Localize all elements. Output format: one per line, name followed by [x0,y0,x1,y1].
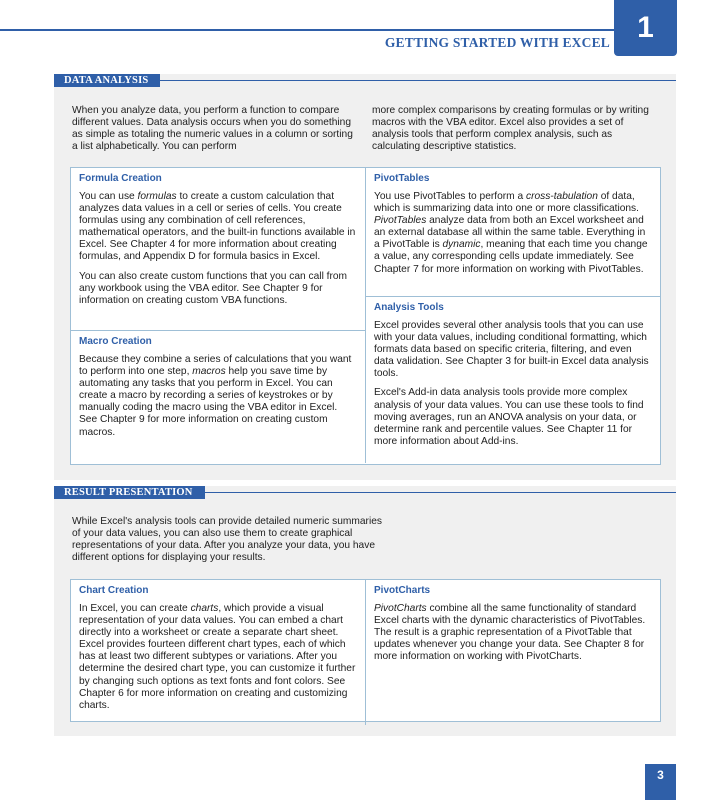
formula-creation-paragraph-1: You can use formulas to create a custom calculation that analyzes data values in a cell or series of cells. You create formulas using any combination of cell references, mathematical operators, and the built-in functions available in Excel. See Chapter 4 for more information about creating formulas, and Appendix D for formula basics in Excel. [79,191,356,263]
chapter-number-tab: 1 [614,0,677,56]
pivotcharts-title: PivotCharts [374,585,431,596]
pivottables-box [366,168,660,297]
formula-creation-paragraph-2: You can also create custom functions that you can call from any workbook using the VBA editor. See Chapter 9 for information on creating custom VBA functions. [79,270,348,306]
macro-creation-box [71,331,366,463]
macro-creation-title: Macro Creation [79,336,152,347]
analysis-tools-box [366,297,660,463]
pivotcharts-box [366,580,660,725]
data-analysis-grid [70,167,661,465]
analysis-tools-paragraph-1: Excel provides several other analysis tools that you can use with your data values, including conditional formatting, which formats data based on specific criteria, filtering, and even data validation. See Chapter 3 for built-in Excel data analysis tools. [374,320,649,380]
analysis-tools-title: Analysis Tools [374,302,444,313]
header-rule [0,29,618,31]
chart-creation-paragraph: In Excel, you can create charts, which provide a visual representation of your data values. You can embed a chart directly into a worksheet or create a separate chart sheet. Excel provides fourteen different chart types, each of which has at least two different subtypes or variations. After you determine the desired chart type, you can customize it further by changing such options as text fonts and font colors. See Chapter 6 for more information on creating and customizing charts. [79,603,356,711]
intro-left-column: When you analyze data, you perform a function to compare different values. Data analysis occurs when you do something as simple as totaling the numeric values in a column or sorting a list alphabetically. You can perform [72,105,353,153]
intro-right-column: more complex comparisons by creating formulas or by writing macros with the VBA editor. Excel also provides a set of analysis tools that perform complex analysis, such as calculating descriptive statistics. [372,105,649,153]
section-label-data-analysis: DATA ANALYSIS [54,74,160,87]
section-label-result-presentation: RESULT PRESENTATION [54,486,205,499]
chart-creation-title: Chart Creation [79,585,149,596]
result-presentation-section [54,486,676,736]
formula-creation-box [71,168,366,331]
data-analysis-section [54,74,676,480]
result-presentation-intro: While Excel's analysis tools can provide detailed numeric summaries of your data values, you can also use them to create graphical representations of your data. After you analyze your data, you have different options for displaying your results. [72,516,382,564]
result-presentation-grid [70,579,661,722]
running-title: GETTING STARTED WITH EXCEL [384,35,610,50]
pivottables-title: PivotTables [374,173,430,184]
formula-creation-title: Formula Creation [79,173,162,184]
page-number: 3 [645,764,676,800]
analysis-tools-paragraph-2: Excel's Add-in data analysis tools provide more complex analysis of your data values. You can use these tools to find moving averages, run an ANOVA analysis on your data, or determine rank and percentile values. See Chapter 11 for more information about Add-ins. [374,387,644,447]
pivottables-paragraph: You use PivotTables to perform a cross-tabulation of data, which is summarizing data into one or more classifications. PivotTables analyze data from both an Excel worksheet and an external database all within the same table. Everything in a PivotTable is dynamic, meaning that each time you change a value, any corresponding cells update immediately. See Chapter 7 for more information on working with PivotTables. [374,191,648,275]
macro-creation-paragraph: Because they combine a series of calculations that you want to perform into one step, macros help you save time by automating any tasks that you perform in Excel. You can create a macro by recording a series of keystrokes or by manually coding the macro using the VBA editor in Excel. See Chapter 9 for more information on creating custom macros. [79,354,352,438]
chart-creation-box [71,580,366,725]
pivotcharts-paragraph: PivotCharts combine all the same functionality of standard Excel charts with the dynamic characteristics of PivotTables. The result is a graphic representation of a PivotTable that updates whenever you change your data. See Chapter 8 for more information on working with PivotCharts. [374,603,646,663]
